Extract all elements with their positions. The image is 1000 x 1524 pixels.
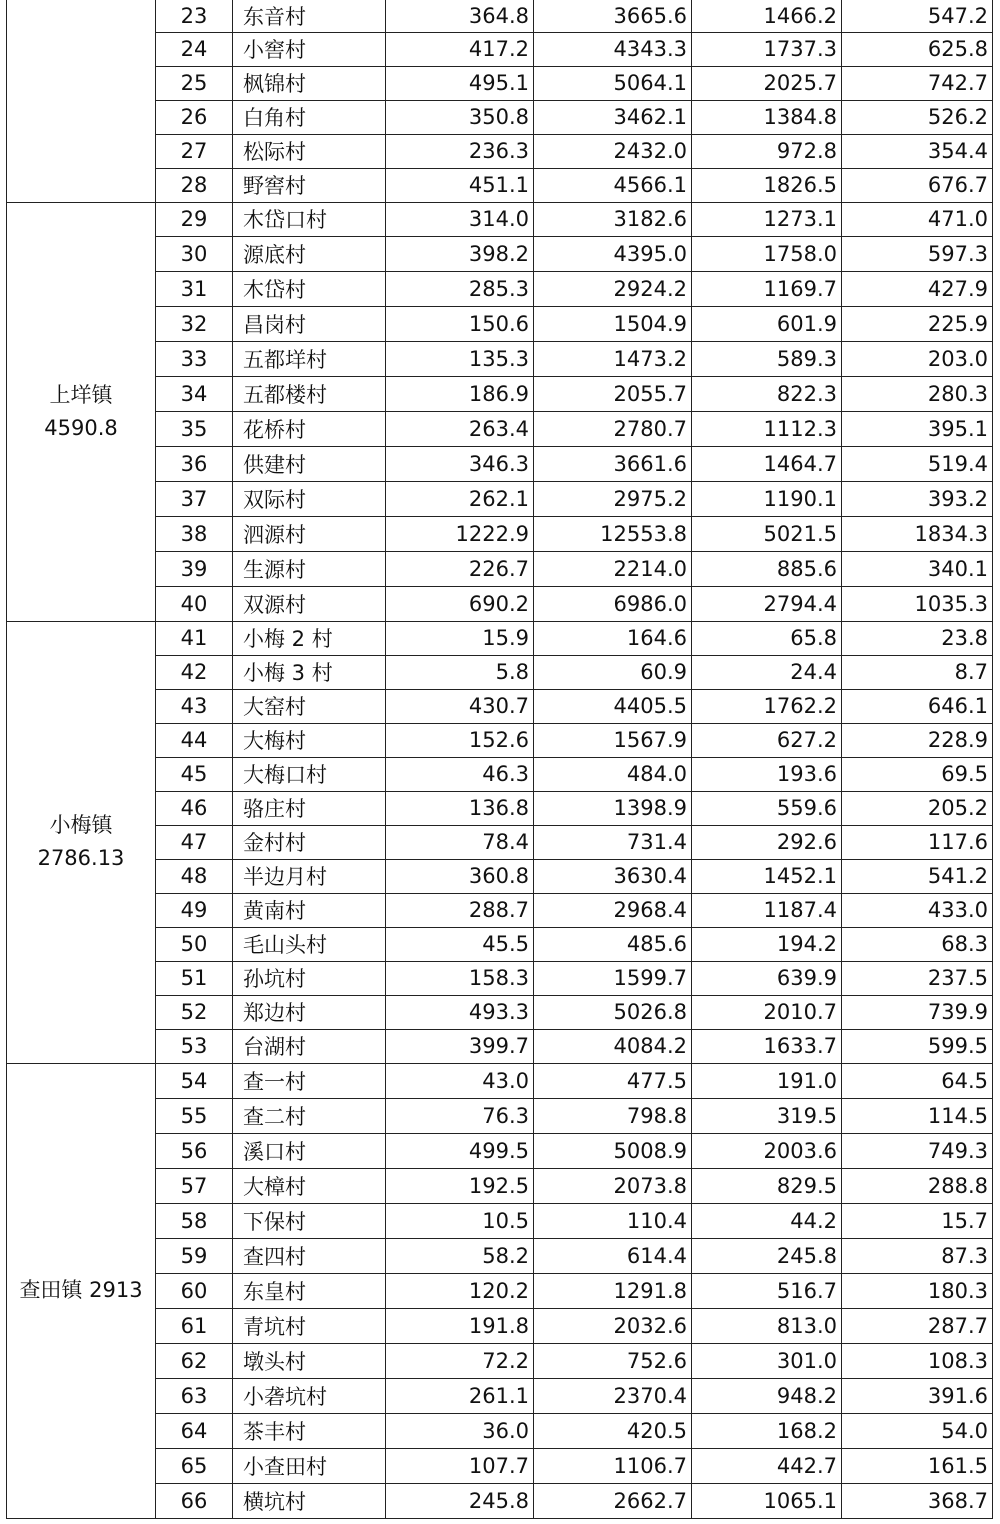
value-col-4: 64.5 — [842, 1063, 993, 1098]
value-col-3: 24.4 — [692, 655, 842, 689]
value-col-4: 180.3 — [842, 1273, 993, 1308]
village-name: 枫锦村 — [233, 66, 386, 100]
village-name: 下保村 — [233, 1203, 386, 1238]
value-col-3: 885.6 — [692, 551, 842, 586]
value-col-1: 499.5 — [386, 1133, 534, 1168]
value-col-1: 245.8 — [386, 1483, 534, 1518]
row-number: 46 — [156, 791, 233, 825]
value-col-2: 484.0 — [534, 757, 692, 791]
table-row — [7, 202, 993, 236]
row-number: 30 — [156, 236, 233, 271]
village-name: 台湖村 — [233, 1029, 386, 1063]
town-value: 4590.8 — [44, 415, 118, 440]
value-col-4: 749.3 — [842, 1133, 993, 1168]
row-number: 57 — [156, 1168, 233, 1203]
value-col-1: 78.4 — [386, 825, 534, 859]
value-col-4: 368.7 — [842, 1483, 993, 1518]
value-col-4: 15.7 — [842, 1203, 993, 1238]
row-number: 51 — [156, 961, 233, 995]
value-col-3: 319.5 — [692, 1098, 842, 1133]
value-col-3: 191.0 — [692, 1063, 842, 1098]
value-col-1: 314.0 — [386, 202, 534, 236]
village-name: 溪口村 — [233, 1133, 386, 1168]
value-col-1: 364.8 — [386, 0, 534, 32]
village-name: 东音村 — [233, 0, 386, 32]
village-name: 小梅 3 村 — [233, 655, 386, 689]
village-name: 供建村 — [233, 446, 386, 481]
village-name: 东皇村 — [233, 1273, 386, 1308]
value-col-4: 114.5 — [842, 1098, 993, 1133]
village-name: 郑边村 — [233, 995, 386, 1029]
value-col-4: 393.2 — [842, 481, 993, 516]
value-col-2: 6986.0 — [534, 586, 692, 621]
table-row — [7, 1063, 993, 1098]
value-col-1: 150.6 — [386, 306, 534, 341]
row-number: 40 — [156, 586, 233, 621]
value-col-4: 471.0 — [842, 202, 993, 236]
value-col-4: 287.7 — [842, 1308, 993, 1343]
row-number: 49 — [156, 893, 233, 927]
village-name: 横坑村 — [233, 1483, 386, 1518]
value-col-2: 1106.7 — [534, 1448, 692, 1483]
row-number: 32 — [156, 306, 233, 341]
village-name: 泗源村 — [233, 516, 386, 551]
value-col-3: 2003.6 — [692, 1133, 842, 1168]
value-col-4: 395.1 — [842, 411, 993, 446]
village-name: 木岱村 — [233, 271, 386, 306]
value-col-3: 168.2 — [692, 1413, 842, 1448]
value-col-2: 3661.6 — [534, 446, 692, 481]
value-col-3: 589.3 — [692, 341, 842, 376]
value-col-3: 1466.2 — [692, 0, 842, 32]
value-col-4: 646.1 — [842, 689, 993, 723]
value-col-4: 205.2 — [842, 791, 993, 825]
village-name: 小梅 2 村 — [233, 621, 386, 655]
value-col-1: 398.2 — [386, 236, 534, 271]
value-col-1: 191.8 — [386, 1308, 534, 1343]
value-col-4: 225.9 — [842, 306, 993, 341]
row-number: 36 — [156, 446, 233, 481]
value-col-2: 110.4 — [534, 1203, 692, 1238]
value-col-1: 495.1 — [386, 66, 534, 100]
value-col-3: 813.0 — [692, 1308, 842, 1343]
value-col-1: 263.4 — [386, 411, 534, 446]
value-col-3: 948.2 — [692, 1378, 842, 1413]
village-name: 大梅口村 — [233, 757, 386, 791]
value-col-4: 54.0 — [842, 1413, 993, 1448]
village-name: 木岱口村 — [233, 202, 386, 236]
value-col-2: 2924.2 — [534, 271, 692, 306]
value-col-1: 346.3 — [386, 446, 534, 481]
town-cell — [7, 1063, 156, 1518]
value-col-4: 354.4 — [842, 134, 993, 168]
value-col-2: 1473.2 — [534, 341, 692, 376]
value-col-2: 3665.6 — [534, 0, 692, 32]
value-col-1: 350.8 — [386, 100, 534, 134]
value-col-4: 23.8 — [842, 621, 993, 655]
value-col-4: 519.4 — [842, 446, 993, 481]
value-col-3: 301.0 — [692, 1343, 842, 1378]
value-col-1: 236.3 — [386, 134, 534, 168]
value-col-2: 731.4 — [534, 825, 692, 859]
village-name: 小查田村 — [233, 1448, 386, 1483]
value-col-3: 972.8 — [692, 134, 842, 168]
value-col-2: 1599.7 — [534, 961, 692, 995]
row-number: 38 — [156, 516, 233, 551]
row-number: 23 — [156, 0, 233, 32]
value-col-4: 1834.3 — [842, 516, 993, 551]
value-col-4: 547.2 — [842, 0, 993, 32]
row-number: 39 — [156, 551, 233, 586]
row-number: 45 — [156, 757, 233, 791]
value-col-2: 164.6 — [534, 621, 692, 655]
value-col-1: 136.8 — [386, 791, 534, 825]
value-col-2: 477.5 — [534, 1063, 692, 1098]
table-row — [7, 0, 993, 32]
value-col-2: 5064.1 — [534, 66, 692, 100]
town-cell — [7, 0, 156, 202]
row-number: 44 — [156, 723, 233, 757]
value-col-2: 2780.7 — [534, 411, 692, 446]
value-col-1: 5.8 — [386, 655, 534, 689]
value-col-4: 288.8 — [842, 1168, 993, 1203]
town-cell — [7, 202, 156, 621]
value-col-2: 5008.9 — [534, 1133, 692, 1168]
row-number: 42 — [156, 655, 233, 689]
village-name: 毛山头村 — [233, 927, 386, 961]
village-name: 源底村 — [233, 236, 386, 271]
value-col-3: 245.8 — [692, 1238, 842, 1273]
value-col-4: 541.2 — [842, 859, 993, 893]
value-col-2: 485.6 — [534, 927, 692, 961]
value-col-2: 798.8 — [534, 1098, 692, 1133]
value-col-4: 739.9 — [842, 995, 993, 1029]
value-col-3: 194.2 — [692, 927, 842, 961]
value-col-4: 87.3 — [842, 1238, 993, 1273]
value-col-1: 76.3 — [386, 1098, 534, 1133]
value-col-3: 1464.7 — [692, 446, 842, 481]
value-col-2: 4084.2 — [534, 1029, 692, 1063]
value-col-2: 4343.3 — [534, 32, 692, 66]
value-col-2: 5026.8 — [534, 995, 692, 1029]
village-name: 野窖村 — [233, 168, 386, 202]
value-col-1: 186.9 — [386, 376, 534, 411]
value-col-2: 1291.8 — [534, 1273, 692, 1308]
value-col-3: 2025.7 — [692, 66, 842, 100]
row-number: 56 — [156, 1133, 233, 1168]
value-col-2: 2073.8 — [534, 1168, 692, 1203]
village-name: 查二村 — [233, 1098, 386, 1133]
value-col-1: 36.0 — [386, 1413, 534, 1448]
village-name: 茶丰村 — [233, 1413, 386, 1448]
value-col-3: 1190.1 — [692, 481, 842, 516]
village-name: 金村村 — [233, 825, 386, 859]
row-number: 31 — [156, 271, 233, 306]
value-col-2: 1567.9 — [534, 723, 692, 757]
row-number: 55 — [156, 1098, 233, 1133]
village-name: 生源村 — [233, 551, 386, 586]
row-number: 58 — [156, 1203, 233, 1238]
value-col-4: 391.6 — [842, 1378, 993, 1413]
row-number: 60 — [156, 1273, 233, 1308]
value-col-1: 288.7 — [386, 893, 534, 927]
value-col-3: 1633.7 — [692, 1029, 842, 1063]
village-name: 花桥村 — [233, 411, 386, 446]
value-col-1: 285.3 — [386, 271, 534, 306]
village-name: 白角村 — [233, 100, 386, 134]
row-number: 24 — [156, 32, 233, 66]
value-col-1: 262.1 — [386, 481, 534, 516]
village-name: 小砻坑村 — [233, 1378, 386, 1413]
value-col-2: 3630.4 — [534, 859, 692, 893]
value-col-1: 192.5 — [386, 1168, 534, 1203]
value-col-4: 228.9 — [842, 723, 993, 757]
value-col-1: 58.2 — [386, 1238, 534, 1273]
village-name: 昌岗村 — [233, 306, 386, 341]
village-name: 孙坑村 — [233, 961, 386, 995]
value-col-1: 493.3 — [386, 995, 534, 1029]
village-name: 墩头村 — [233, 1343, 386, 1378]
value-col-3: 516.7 — [692, 1273, 842, 1308]
row-number: 59 — [156, 1238, 233, 1273]
value-col-4: 108.3 — [842, 1343, 993, 1378]
value-col-2: 614.4 — [534, 1238, 692, 1273]
value-col-3: 601.9 — [692, 306, 842, 341]
value-col-1: 46.3 — [386, 757, 534, 791]
town-name: 上垟镇 — [49, 382, 113, 407]
value-col-2: 420.5 — [534, 1413, 692, 1448]
value-col-3: 65.8 — [692, 621, 842, 655]
value-col-1: 45.5 — [386, 927, 534, 961]
value-col-3: 829.5 — [692, 1168, 842, 1203]
village-name: 骆庄村 — [233, 791, 386, 825]
value-col-1: 417.2 — [386, 32, 534, 66]
village-name: 查四村 — [233, 1238, 386, 1273]
value-col-1: 261.1 — [386, 1378, 534, 1413]
value-col-4: 433.0 — [842, 893, 993, 927]
row-number: 33 — [156, 341, 233, 376]
table-row — [7, 621, 993, 655]
row-number: 50 — [156, 927, 233, 961]
row-number: 25 — [156, 66, 233, 100]
table-body — [7, 0, 993, 1518]
value-col-4: 625.8 — [842, 32, 993, 66]
row-number: 37 — [156, 481, 233, 516]
row-number: 26 — [156, 100, 233, 134]
value-col-1: 15.9 — [386, 621, 534, 655]
village-name: 五都楼村 — [233, 376, 386, 411]
value-col-3: 1758.0 — [692, 236, 842, 271]
row-number: 54 — [156, 1063, 233, 1098]
value-col-3: 1065.1 — [692, 1483, 842, 1518]
value-col-1: 451.1 — [386, 168, 534, 202]
village-name: 黄南村 — [233, 893, 386, 927]
value-col-2: 3182.6 — [534, 202, 692, 236]
value-col-2: 2968.4 — [534, 893, 692, 927]
village-name: 五都垟村 — [233, 341, 386, 376]
value-col-3: 44.2 — [692, 1203, 842, 1238]
value-col-4: 599.5 — [842, 1029, 993, 1063]
value-col-2: 4405.5 — [534, 689, 692, 723]
village-name: 查一村 — [233, 1063, 386, 1098]
value-col-4: 8.7 — [842, 655, 993, 689]
value-col-3: 1826.5 — [692, 168, 842, 202]
value-col-3: 193.6 — [692, 757, 842, 791]
value-col-3: 1273.1 — [692, 202, 842, 236]
value-col-4: 1035.3 — [842, 586, 993, 621]
village-name: 小窖村 — [233, 32, 386, 66]
value-col-3: 442.7 — [692, 1448, 842, 1483]
row-number: 65 — [156, 1448, 233, 1483]
row-number: 34 — [156, 376, 233, 411]
row-number: 27 — [156, 134, 233, 168]
row-number: 41 — [156, 621, 233, 655]
value-col-3: 559.6 — [692, 791, 842, 825]
row-number: 29 — [156, 202, 233, 236]
village-data-table — [6, 0, 993, 1519]
value-col-1: 226.7 — [386, 551, 534, 586]
value-col-4: 597.3 — [842, 236, 993, 271]
value-col-2: 12553.8 — [534, 516, 692, 551]
value-col-3: 1384.8 — [692, 100, 842, 134]
value-col-1: 152.6 — [386, 723, 534, 757]
value-col-3: 2794.4 — [692, 586, 842, 621]
value-col-1: 10.5 — [386, 1203, 534, 1238]
value-col-3: 1169.7 — [692, 271, 842, 306]
value-col-4: 742.7 — [842, 66, 993, 100]
value-col-3: 1737.3 — [692, 32, 842, 66]
town-cell — [7, 621, 156, 1063]
value-col-3: 2010.7 — [692, 995, 842, 1029]
value-col-4: 526.2 — [842, 100, 993, 134]
village-name: 青坑村 — [233, 1308, 386, 1343]
value-col-1: 430.7 — [386, 689, 534, 723]
value-col-1: 1222.9 — [386, 516, 534, 551]
value-col-4: 340.1 — [842, 551, 993, 586]
row-number: 61 — [156, 1308, 233, 1343]
value-col-3: 1452.1 — [692, 859, 842, 893]
row-number: 48 — [156, 859, 233, 893]
value-col-1: 690.2 — [386, 586, 534, 621]
value-col-3: 822.3 — [692, 376, 842, 411]
value-col-1: 107.7 — [386, 1448, 534, 1483]
town-name: 查田镇 2913 — [19, 1278, 143, 1302]
row-number: 47 — [156, 825, 233, 859]
value-col-4: 117.6 — [842, 825, 993, 859]
value-col-2: 1504.9 — [534, 306, 692, 341]
value-col-1: 43.0 — [386, 1063, 534, 1098]
value-col-2: 4566.1 — [534, 168, 692, 202]
village-name: 松际村 — [233, 134, 386, 168]
value-col-2: 752.6 — [534, 1343, 692, 1378]
row-number: 43 — [156, 689, 233, 723]
village-name: 大窑村 — [233, 689, 386, 723]
value-col-2: 2370.4 — [534, 1378, 692, 1413]
value-col-2: 3462.1 — [534, 100, 692, 134]
row-number: 62 — [156, 1343, 233, 1378]
value-col-1: 399.7 — [386, 1029, 534, 1063]
value-col-4: 203.0 — [842, 341, 993, 376]
value-col-3: 639.9 — [692, 961, 842, 995]
value-col-3: 1187.4 — [692, 893, 842, 927]
village-name: 大樟村 — [233, 1168, 386, 1203]
row-number: 63 — [156, 1378, 233, 1413]
value-col-4: 69.5 — [842, 757, 993, 791]
value-col-2: 2662.7 — [534, 1483, 692, 1518]
value-col-1: 158.3 — [386, 961, 534, 995]
row-number: 35 — [156, 411, 233, 446]
village-name: 半边月村 — [233, 859, 386, 893]
value-col-2: 60.9 — [534, 655, 692, 689]
value-col-2: 1398.9 — [534, 791, 692, 825]
value-col-2: 2055.7 — [534, 376, 692, 411]
row-number: 64 — [156, 1413, 233, 1448]
value-col-1: 120.2 — [386, 1273, 534, 1308]
value-col-2: 4395.0 — [534, 236, 692, 271]
row-number: 66 — [156, 1483, 233, 1518]
value-col-3: 5021.5 — [692, 516, 842, 551]
value-col-4: 427.9 — [842, 271, 993, 306]
value-col-4: 676.7 — [842, 168, 993, 202]
village-name: 双源村 — [233, 586, 386, 621]
value-col-3: 1762.2 — [692, 689, 842, 723]
value-col-4: 280.3 — [842, 376, 993, 411]
value-col-1: 360.8 — [386, 859, 534, 893]
value-col-1: 72.2 — [386, 1343, 534, 1378]
village-name: 大梅村 — [233, 723, 386, 757]
row-number: 28 — [156, 168, 233, 202]
value-col-3: 292.6 — [692, 825, 842, 859]
value-col-3: 627.2 — [692, 723, 842, 757]
row-number: 52 — [156, 995, 233, 1029]
town-name: 小梅镇 — [49, 813, 113, 837]
value-col-1: 135.3 — [386, 341, 534, 376]
value-col-4: 161.5 — [842, 1448, 993, 1483]
value-col-2: 2432.0 — [534, 134, 692, 168]
village-name: 双际村 — [233, 481, 386, 516]
value-col-2: 2975.2 — [534, 481, 692, 516]
row-number: 53 — [156, 1029, 233, 1063]
value-col-2: 2032.6 — [534, 1308, 692, 1343]
value-col-4: 237.5 — [842, 961, 993, 995]
value-col-3: 1112.3 — [692, 411, 842, 446]
value-col-2: 2214.0 — [534, 551, 692, 586]
value-col-4: 68.3 — [842, 927, 993, 961]
town-value: 2786.13 — [37, 846, 125, 870]
